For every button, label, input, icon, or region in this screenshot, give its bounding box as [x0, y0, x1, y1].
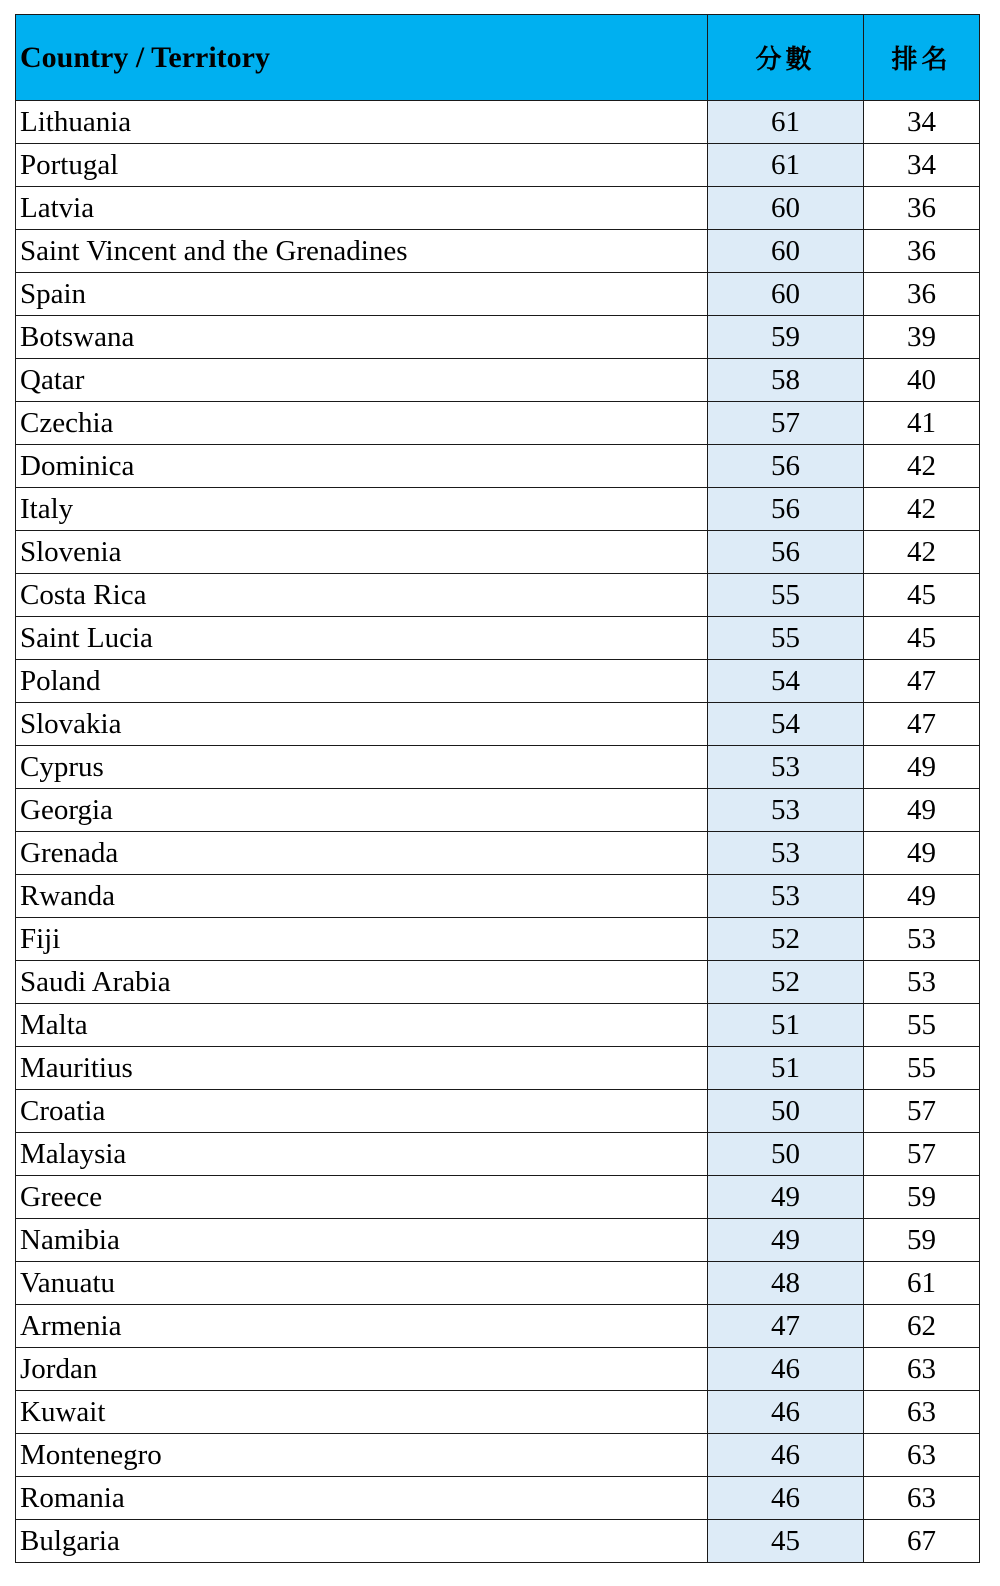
score-cell: 46	[708, 1434, 864, 1477]
country-cell: Jordan	[16, 1348, 708, 1391]
table-row	[16, 1133, 980, 1176]
country-cell: Spain	[16, 273, 708, 316]
country-cell: Georgia	[16, 789, 708, 832]
rank-cell: 45	[864, 617, 980, 660]
country-cell: Fiji	[16, 918, 708, 961]
country-cell: Croatia	[16, 1090, 708, 1133]
score-cell: 51	[708, 1004, 864, 1047]
country-cell: Montenegro	[16, 1434, 708, 1477]
table-row	[16, 1434, 980, 1477]
score-cell: 53	[708, 789, 864, 832]
score-cell: 52	[708, 961, 864, 1004]
table-row	[16, 660, 980, 703]
table-row	[16, 488, 980, 531]
rank-cell: 59	[864, 1219, 980, 1262]
table-row	[16, 1047, 980, 1090]
score-cell: 56	[708, 531, 864, 574]
table-row	[16, 101, 980, 144]
table-row	[16, 1176, 980, 1219]
country-cell: Armenia	[16, 1305, 708, 1348]
score-cell: 45	[708, 1520, 864, 1563]
country-cell: Dominica	[16, 445, 708, 488]
rank-cell: 57	[864, 1133, 980, 1176]
country-cell: Saint Lucia	[16, 617, 708, 660]
score-cell: 49	[708, 1176, 864, 1219]
score-cell: 54	[708, 660, 864, 703]
country-cell: Mauritius	[16, 1047, 708, 1090]
table-row	[16, 1305, 980, 1348]
rank-cell: 63	[864, 1477, 980, 1520]
table-row	[16, 359, 980, 402]
country-cell: Slovakia	[16, 703, 708, 746]
country-cell: Saint Vincent and the Grenadines	[16, 230, 708, 273]
ranking-table	[15, 14, 980, 1563]
table-row	[16, 187, 980, 230]
score-cell: 61	[708, 144, 864, 187]
rank-cell: 49	[864, 789, 980, 832]
table-row	[16, 1219, 980, 1262]
country-cell: Bulgaria	[16, 1520, 708, 1563]
table-row	[16, 1520, 980, 1563]
country-cell: Malta	[16, 1004, 708, 1047]
rank-cell: 42	[864, 445, 980, 488]
table-row	[16, 445, 980, 488]
score-cell: 54	[708, 703, 864, 746]
score-cell: 56	[708, 445, 864, 488]
score-cell: 53	[708, 875, 864, 918]
rank-cell: 41	[864, 402, 980, 445]
header-row	[16, 15, 980, 101]
country-cell: Romania	[16, 1477, 708, 1520]
column-header-country[interactable]: Country / Territory	[16, 15, 708, 101]
score-cell: 49	[708, 1219, 864, 1262]
table-row	[16, 1348, 980, 1391]
country-cell: Slovenia	[16, 531, 708, 574]
rank-cell: 47	[864, 660, 980, 703]
country-cell: Poland	[16, 660, 708, 703]
rank-cell: 36	[864, 273, 980, 316]
country-cell: Botswana	[16, 316, 708, 359]
rank-cell: 36	[864, 187, 980, 230]
rank-cell: 59	[864, 1176, 980, 1219]
country-cell: Costa Rica	[16, 574, 708, 617]
country-cell: Latvia	[16, 187, 708, 230]
score-cell: 48	[708, 1262, 864, 1305]
score-cell: 51	[708, 1047, 864, 1090]
rank-cell: 34	[864, 101, 980, 144]
table-row	[16, 918, 980, 961]
country-cell: Kuwait	[16, 1391, 708, 1434]
table-header	[16, 15, 980, 101]
country-cell: Lithuania	[16, 101, 708, 144]
country-cell: Malaysia	[16, 1133, 708, 1176]
column-header-rank[interactable]: 排名	[864, 15, 980, 101]
country-cell: Namibia	[16, 1219, 708, 1262]
rank-cell: 53	[864, 961, 980, 1004]
rank-cell: 42	[864, 488, 980, 531]
rank-cell: 57	[864, 1090, 980, 1133]
rank-cell: 53	[864, 918, 980, 961]
table-body	[16, 101, 980, 1563]
score-cell: 57	[708, 402, 864, 445]
rank-cell: 67	[864, 1520, 980, 1563]
score-cell: 52	[708, 918, 864, 961]
country-cell: Czechia	[16, 402, 708, 445]
score-cell: 53	[708, 832, 864, 875]
country-cell: Portugal	[16, 144, 708, 187]
score-cell: 55	[708, 617, 864, 660]
score-cell: 53	[708, 746, 864, 789]
table-row	[16, 316, 980, 359]
score-cell: 60	[708, 187, 864, 230]
table-row	[16, 832, 980, 875]
score-cell: 46	[708, 1477, 864, 1520]
table-row	[16, 402, 980, 445]
score-cell: 46	[708, 1348, 864, 1391]
country-cell: Cyprus	[16, 746, 708, 789]
rank-cell: 55	[864, 1004, 980, 1047]
rank-cell: 40	[864, 359, 980, 402]
rank-cell: 36	[864, 230, 980, 273]
country-cell: Vanuatu	[16, 1262, 708, 1305]
country-cell: Greece	[16, 1176, 708, 1219]
score-cell: 61	[708, 101, 864, 144]
score-cell: 50	[708, 1133, 864, 1176]
country-cell: Rwanda	[16, 875, 708, 918]
table-row	[16, 1477, 980, 1520]
table-row	[16, 531, 980, 574]
table-row	[16, 875, 980, 918]
rank-cell: 47	[864, 703, 980, 746]
table-row	[16, 617, 980, 660]
rank-cell: 49	[864, 832, 980, 875]
rank-cell: 45	[864, 574, 980, 617]
country-cell: Saudi Arabia	[16, 961, 708, 1004]
score-cell: 55	[708, 574, 864, 617]
table-row	[16, 1090, 980, 1133]
table-row	[16, 1262, 980, 1305]
rank-cell: 49	[864, 746, 980, 789]
rank-cell: 55	[864, 1047, 980, 1090]
table-row	[16, 789, 980, 832]
rank-cell: 63	[864, 1434, 980, 1477]
country-cell: Qatar	[16, 359, 708, 402]
score-cell: 50	[708, 1090, 864, 1133]
score-cell: 58	[708, 359, 864, 402]
table-row	[16, 746, 980, 789]
table-row	[16, 1391, 980, 1434]
rank-cell: 49	[864, 875, 980, 918]
table-row	[16, 961, 980, 1004]
rank-cell: 34	[864, 144, 980, 187]
score-cell: 47	[708, 1305, 864, 1348]
score-cell: 46	[708, 1391, 864, 1434]
rank-cell: 42	[864, 531, 980, 574]
table-row	[16, 703, 980, 746]
column-header-score[interactable]: 分數	[708, 15, 864, 101]
rank-cell: 39	[864, 316, 980, 359]
rank-cell: 63	[864, 1348, 980, 1391]
score-cell: 60	[708, 273, 864, 316]
table-row	[16, 273, 980, 316]
score-cell: 59	[708, 316, 864, 359]
score-cell: 60	[708, 230, 864, 273]
rank-cell: 63	[864, 1391, 980, 1434]
table-row	[16, 230, 980, 273]
table-row	[16, 1004, 980, 1047]
table-row	[16, 144, 980, 187]
score-cell: 56	[708, 488, 864, 531]
country-cell: Grenada	[16, 832, 708, 875]
rank-cell: 62	[864, 1305, 980, 1348]
country-cell: Italy	[16, 488, 708, 531]
rank-cell: 61	[864, 1262, 980, 1305]
table-row	[16, 574, 980, 617]
